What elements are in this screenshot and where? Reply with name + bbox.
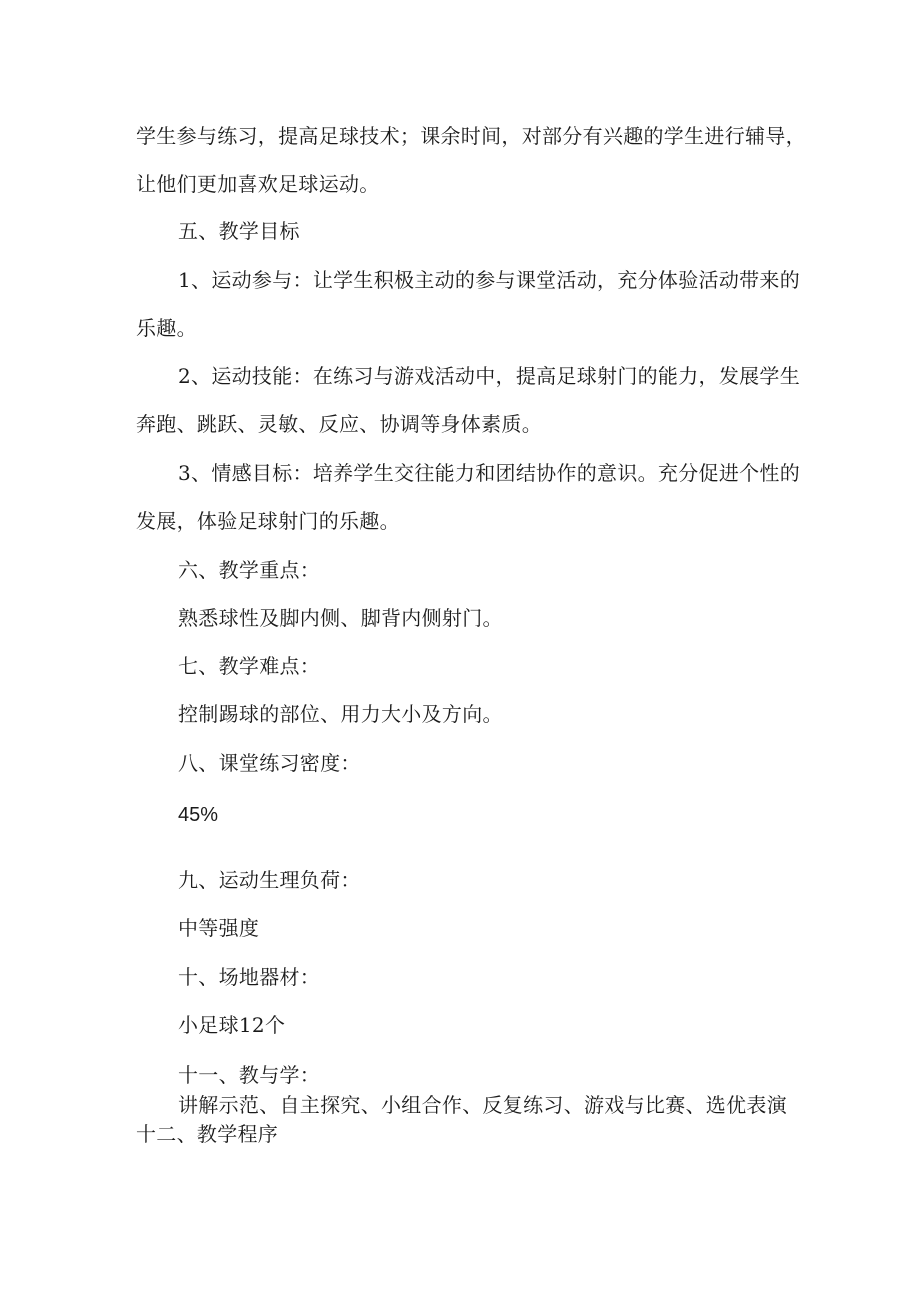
objective-2-line: 2、运动技能：在练习与游戏活动中，提高足球射门的能力，发展学生 xyxy=(178,364,801,388)
section-heading-load: 九、运动生理负荷： xyxy=(178,868,361,892)
objective-3-line: 3、情感目标：培养学生交往能力和团结协作的意识。充分促进个性的 xyxy=(178,461,801,485)
section-heading-objectives: 五、教学目标 xyxy=(178,219,300,243)
section-heading-density: 八、课堂练习密度： xyxy=(178,751,361,775)
objective-2-line: 奔跑、跳跃、灵敏、反应、协调等身体素质。 xyxy=(136,412,542,436)
load-value: 中等强度 xyxy=(178,916,260,940)
section-heading-teaching-learning: 十一、教与学： xyxy=(178,1063,321,1087)
section-heading-key-points: 六、教学重点： xyxy=(178,558,321,582)
key-points-text: 熟悉球性及脚内侧、脚背内侧射门。 xyxy=(178,606,503,630)
paragraph-line: 让他们更加喜欢足球运动。 xyxy=(136,172,380,196)
teaching-methods-text: 讲解示范、自主探究、小组合作、反复练习、游戏与比赛、选优表演 xyxy=(178,1093,787,1117)
equipment-value: 小足球12个 xyxy=(178,1013,286,1037)
objective-1-line: 1、运动参与：让学生积极主动的参与课堂活动，充分体验活动带来的 xyxy=(178,268,801,292)
section-heading-procedure: 十二、教学程序 xyxy=(136,1122,279,1146)
section-heading-equipment: 十、场地器材： xyxy=(178,965,321,989)
density-value: 45% xyxy=(178,804,219,826)
difficulties-text: 控制踢球的部位、用力大小及方向。 xyxy=(178,702,503,726)
objective-1-line: 乐趣。 xyxy=(136,316,197,340)
section-heading-difficulties: 七、教学难点： xyxy=(178,654,321,678)
paragraph-line: 学生参与练习，提高足球技术；课余时间，对部分有兴趣的学生进行辅导， xyxy=(136,124,806,148)
objective-3-line: 发展，体验足球射门的乐趣。 xyxy=(136,509,400,533)
